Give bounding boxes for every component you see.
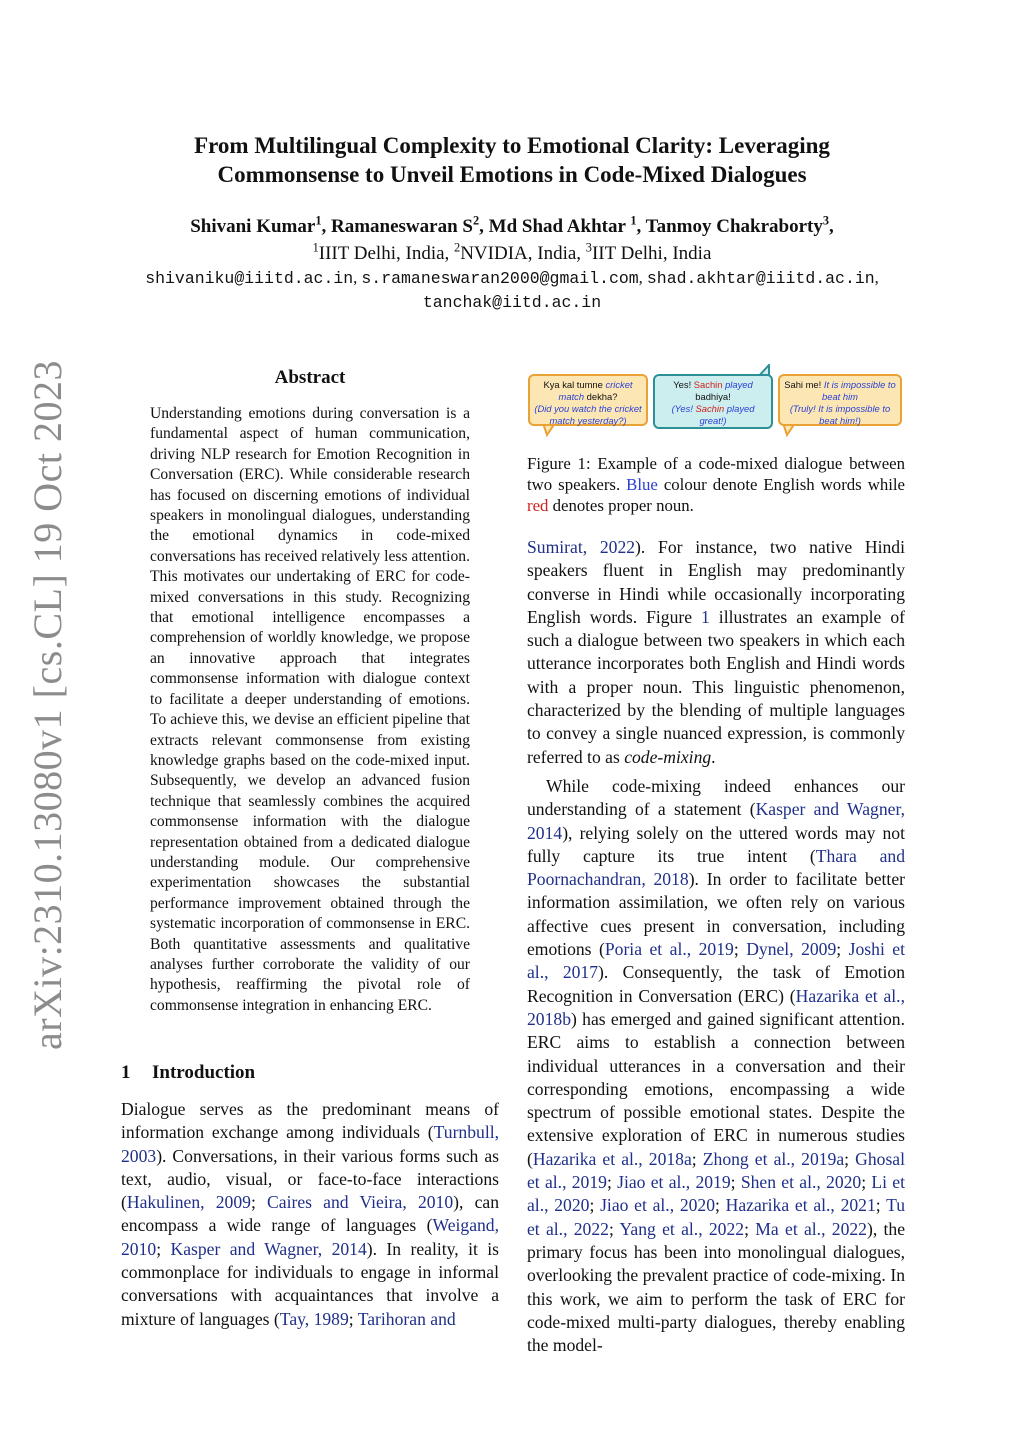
email-line-2: tanchak@iitd.ac.in: [422, 293, 602, 312]
citation-link[interactable]: Jiao et al., 2020: [600, 1195, 716, 1216]
emphasis-term: code-mixing: [624, 746, 712, 767]
citation-link[interactable]: Caires and Vieira, 2010: [267, 1192, 454, 1213]
email-separator: ,: [874, 268, 879, 287]
arxiv-identifier-stamp: arXiv:2310.13080v1 [cs.CL] 19 Oct 2023: [25, 359, 70, 1050]
utterance-text: Yes! Sachin played badhiya!: [673, 379, 753, 402]
citation-link[interactable]: Poria et al., 2019: [604, 939, 734, 960]
author-affiliation-marker: 3: [822, 213, 830, 228]
utterance-translation: (Yes! Sachin played great!): [671, 403, 755, 426]
author-name: Shivani Kumar: [190, 216, 316, 237]
citation-link[interactable]: Jiao et al., 2019: [617, 1172, 731, 1193]
citation-link[interactable]: Tay, 1989: [279, 1308, 349, 1329]
affiliation-marker: 3: [585, 240, 592, 255]
utterance-bubble-speaker-a-2: [778, 374, 902, 426]
author-email: s.ramaneswaran2000@gmail.com: [361, 269, 639, 288]
introduction-paragraph: Dialogue serves as the predominant means of information exchange among individuals (Turnbull, 2003). Conversations, in their various forms such as text, audio, visual, or face-to-face interactions (Hakulinen, 2009; Caires and Vieira, 2010), can encompass a wide range of languages (Weigand, 2010; Kasper and Wagner, 2014). In reality, it is commonplace for individuals to engage in informal conversations with acquaintances that involve a mixture of languages (Tay, 1989; Tarihoran and: [121, 1099, 500, 1329]
english-word: cricket match: [558, 379, 633, 402]
citation-link[interactable]: Hazarika et al., 2021: [725, 1195, 876, 1216]
author-list: Shivani Kumar$^1$, Ramaneswaran $S^2$, Md Shad Akhtar $^1$, Tanmoy Chakraborty$^3$,: [190, 213, 834, 237]
citation-link[interactable]: Kasper and Wagner, 2014: [170, 1238, 367, 1259]
title-line-2: Commonsense to Unveil Emotions in Code-Mixed Dialogues: [217, 162, 807, 187]
citation-link[interactable]: Hazarika et al., 2018a: [532, 1148, 692, 1169]
citation-link[interactable]: Li et al., 2020: [527, 1172, 905, 1216]
citation-link[interactable]: Turnbull, 2003: [121, 1122, 499, 1166]
proper-noun: Sachin: [695, 403, 725, 414]
abstract-heading: Abstract: [274, 367, 346, 388]
citation-link[interactable]: Weigand, 2010: [121, 1215, 499, 1259]
author-affiliation-marker: 2: [472, 213, 480, 228]
citation-link[interactable]: Tarihoran and: [357, 1308, 456, 1329]
section-title: Introduction: [152, 1062, 256, 1083]
right-column-text: [527, 536, 905, 1357]
author-email: shad.akhtar@iiitd.ac.in: [646, 269, 875, 288]
email-line-1: [100, 266, 924, 291]
affiliation-marker: 2: [454, 240, 461, 255]
citation-link[interactable]: Dynel, 2009: [746, 939, 837, 960]
citation-link[interactable]: Ghosal et al., 2019: [527, 1148, 905, 1193]
affiliation-name: IIT Delhi, India: [591, 243, 712, 264]
citation-link[interactable]: 1: [701, 606, 710, 627]
citation-link[interactable]: Hazarika et al., 2018b: [527, 985, 905, 1029]
section-heading-introduction: [121, 1062, 501, 1084]
paragraph-code-mixing: Sumirat, 2022). For instance, two native Hindi speakers fluent in English may predominantly converse in Hindi while occasionally incorporating English words. Figure 1 illustrates an example of such a dialogue between two speakers in which each utterance incorporates both English and Hindi words with a proper noun. This linguistic phenomenon, characterized by the blending of multiple languages to convey a single nuanced expression, is commonly referred to as code-mixing.: [527, 537, 905, 767]
proper-noun: Sachin: [693, 379, 723, 390]
author-name: Md Shad Akhtar: [488, 216, 631, 237]
utterance-text: Kya kal tumne cricket match dekha?: [543, 379, 633, 402]
author-affiliation-marker: 1: [315, 213, 322, 228]
title-line-1: From Multilingual Complexity to Emotional Clarity: Leveraging: [194, 133, 830, 158]
author-name: Ramaneswaran S: [330, 216, 473, 237]
affiliation-name: NVIDIA, India,: [460, 243, 586, 264]
email-list: [100, 266, 924, 315]
citation-link[interactable]: Shen et al., 2020: [740, 1172, 862, 1193]
figure-1-dialogue-bubbles: [527, 364, 905, 432]
citation-link[interactable]: Ma et al., 2022: [755, 1218, 867, 1239]
citation-link[interactable]: Sumirat, 2022: [527, 537, 636, 557]
utterance-bubble-speaker-a-1: [528, 374, 648, 426]
citation-link[interactable]: Zhong et al., 2019a: [702, 1148, 845, 1169]
citation-link[interactable]: Yang et al., 2022: [619, 1218, 745, 1239]
affiliation-name: IIIT Delhi, India,: [318, 243, 455, 264]
author-name: Tanmoy Chakraborty: [645, 216, 823, 237]
utterance-translation: (Truly! It is impossible to beat him!): [789, 403, 891, 426]
paragraph-erc-motivation: While code-mixing indeed enhances our understanding of a statement (Kasper and Wagner, 2014), relying solely on the uttered words may not fully capture its true intent (Thara and Poornachandran, 2018). In order to facilitate better information assimilation, we often rely on various affective cues present in conversation, including emotions (Poria et al., 2019; Dynel, 2009; Joshi et al., 2017). Consequently, the task of Emotion Recognition in Conversation (ERC) (Hazarika et al., 2018b) has emerged and gained significant attention. ERC aims to establish a connection between individual utterances in a conversation and their corresponding emotions, encompassing a wide spectrum of possible emotional states. Despite the extensive exploration of ERC in numerous studies (Hazarika et al., 2018a; Zhong et al., 2019a; Ghosal et al., 2019; Jiao et al., 2019; Shen et al., 2020; Li et al., 2020; Jiao et al., 2020; Hazarika et al., 2021; Tu et al., 2022; Yang et al., 2022; Ma et al., 2022), the primary focus has been into monolingual dialogues, overlooking the prevalent practice of code-mixing. In this work, we aim to perform the task of ERC for code-mixed multi-party dialogues, thereby enabling the model-: [527, 775, 906, 1356]
paper-title: [100, 131, 924, 189]
affiliation-list: [100, 241, 924, 267]
utterance-translation: (Did you watch the cricket match yesterday?): [534, 403, 642, 426]
abstract-text: Understanding emotions during conversation is a fundamental aspect of human communication, driving NLP research for Emotion Recognition in Conversation (ERC). While considerable research has focused on discerning emotions of individual speakers in monolingual dialogues, understanding the emotional dynamics in code-mixed conversations has received relatively less attention. This motivates our undertaking of ERC for code-mixed conversations in this study. Recognizing that emotional intelligence encompasses a comprehension of worldly knowledge, we propose an innovative approach that integrates commonsense information with dialogue context to facilitate a deeper understanding of emotions. To achieve this, we devise an efficient pipeline that extracts relevant commonsense from existing knowledge graphs based on the code-mixed input. Subsequently, we develop an advanced fusion technique that seamlessly combines the acquired commonsense information with the dialogue representation obtained from a dedicated dialogue understanding module. Our comprehensive experimentation showcases the substantial performance improvement obtained through the systematic incorporation of commonsense in ERC. Both quantitative assessments and qualitative analyses further corroborate the validity of our hypothesis, reaffirming the pivotal role of commonsense integration in enhancing ERC.: [150, 405, 470, 1014]
utterance-bubble-speaker-b: [653, 374, 773, 429]
utterance-text: Sahi me! It is impossible to beat him: [784, 379, 896, 402]
email-separator: ,: [353, 268, 362, 287]
affiliation-marker: 1: [312, 240, 319, 255]
citation-link[interactable]: Joshi et al., 2017: [527, 939, 906, 983]
author-email: shivaniku@iiitd.ac.in: [145, 269, 354, 288]
author-affiliation-marker: 1: [630, 213, 637, 228]
english-word: played: [725, 379, 753, 390]
color-key-blue: Blue: [626, 474, 658, 494]
english-word: It is impossible to beat him: [822, 379, 896, 402]
citation-link[interactable]: Hakulinen, 2009: [126, 1192, 251, 1213]
color-key-red: red: [527, 495, 549, 515]
email-separator: ,: [638, 268, 647, 287]
citation-link[interactable]: Thara and Poornachandran, 2018: [527, 845, 905, 890]
section-number: 1: [121, 1062, 131, 1083]
citation-link[interactable]: Tu et al., 2022: [527, 1195, 906, 1239]
figure-1-caption: Figure 1: Example of a code-mixed dialogue between two speakers. Blue colour denote English words while red denotes proper noun.: [527, 454, 905, 515]
citation-link[interactable]: Kasper and Wagner, 2014: [527, 799, 906, 843]
